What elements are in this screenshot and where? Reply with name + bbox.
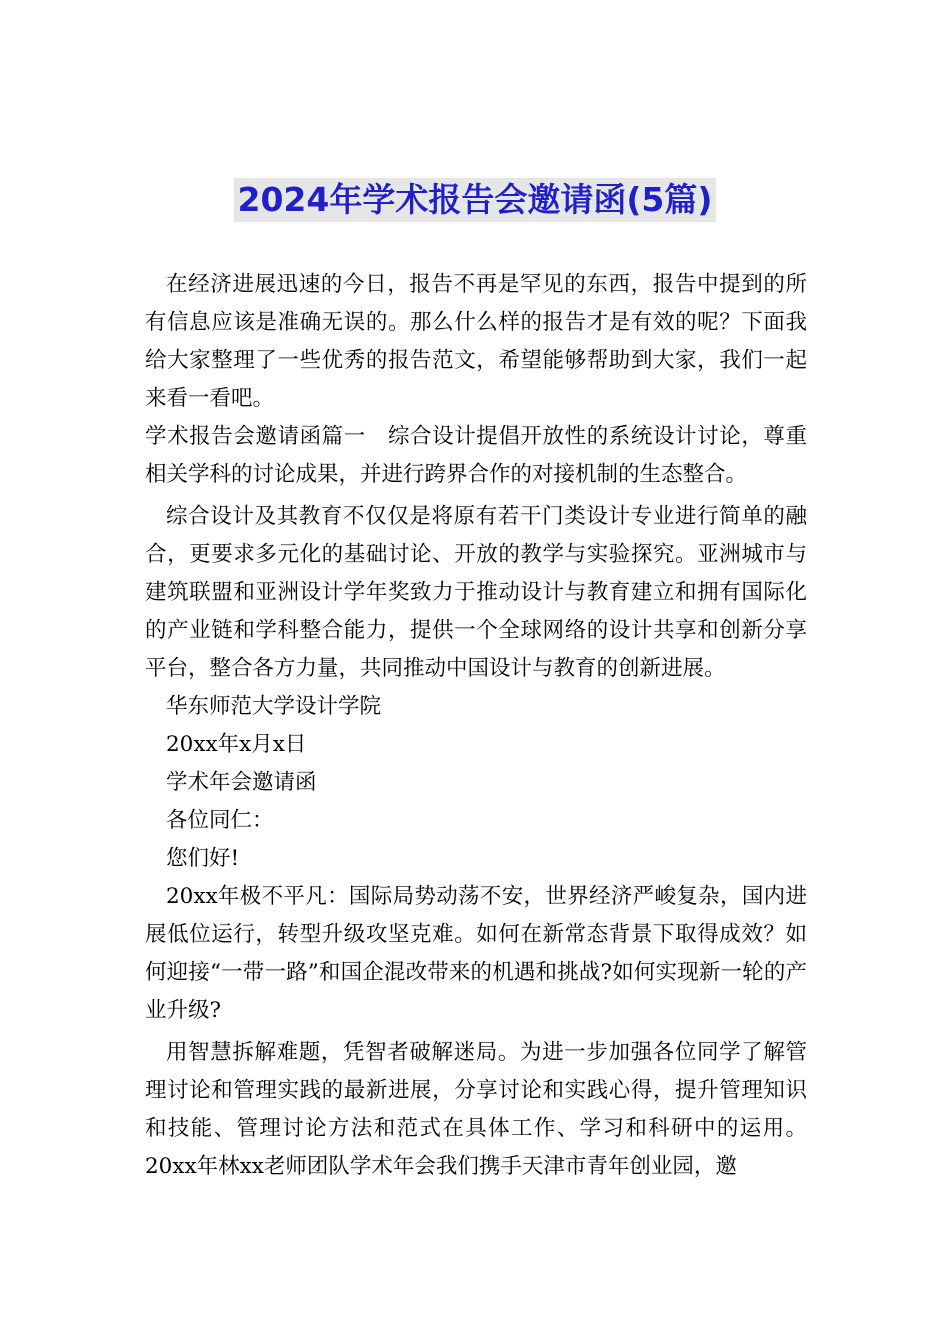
paragraph-section1: 学术报告会邀请函篇一 综合设计提倡开放性的系统设计讨论，尊重相关学科的讨论成果，并进行跨界合作的对接机制的生态整合。 [145, 424, 807, 487]
document-body [145, 266, 807, 1186]
invitation-heading: 学术年会邀请函 [166, 770, 317, 795]
school-name: 华东师范大学设计学院 [166, 694, 382, 719]
hello-line: 您们好! [166, 846, 240, 871]
greeting: 各位同仁： [166, 808, 274, 833]
title-container [0, 178, 950, 222]
paragraph-wisdom: 用智慧拆解难题，凭智者破解迷局。为进一步加强各位同学了解管理讨论和管理实践的最新进展，分享讨论和实践心得，提升管理知识和技能、管理讨论方法和范式在具体工作、学习和科研中的运用。20xx年林xx老师团队学术年会我们携手天津市青年创业园，邀 [145, 1040, 807, 1179]
paragraph-design-education: 综合设计及其教育不仅仅是将原有若干门类设计专业进行简单的融合，更要求多元化的基础讨论、开放的教学与实验探究。亚洲城市与建筑联盟和亚洲设计学年奖致力于推动设计与教育建立和拥有国际化的产业链和学科整合能力，提供一个全球网络的设计共享和创新分享平台，整合各方力量，共同推动中国设计与教育的创新进展。 [145, 504, 807, 681]
paragraph-intro: 在经济进展迅速的今日，报告不再是罕见的东西，报告中提到的所有信息应该是准确无误的。那么什么样的报告才是有效的呢？下面我给大家整理了一些优秀的报告范文，希望能够帮助到大家，我们一起来看一看吧。 [145, 272, 807, 411]
document-title: 2024年学术报告会邀请函(5篇) [234, 178, 717, 222]
date-line: 20xx年x月x日 [166, 732, 307, 757]
paragraph-year-review: 20xx年极不平凡：国际局势动荡不安，世界经济严峻复杂，国内进展低位运行，转型升级攻坚克难。如何在新常态背景下取得成效？如何迎接“一带一路”和国企混改带来的机遇和挑战?如何实现新一轮的产业升级? [145, 884, 807, 1023]
